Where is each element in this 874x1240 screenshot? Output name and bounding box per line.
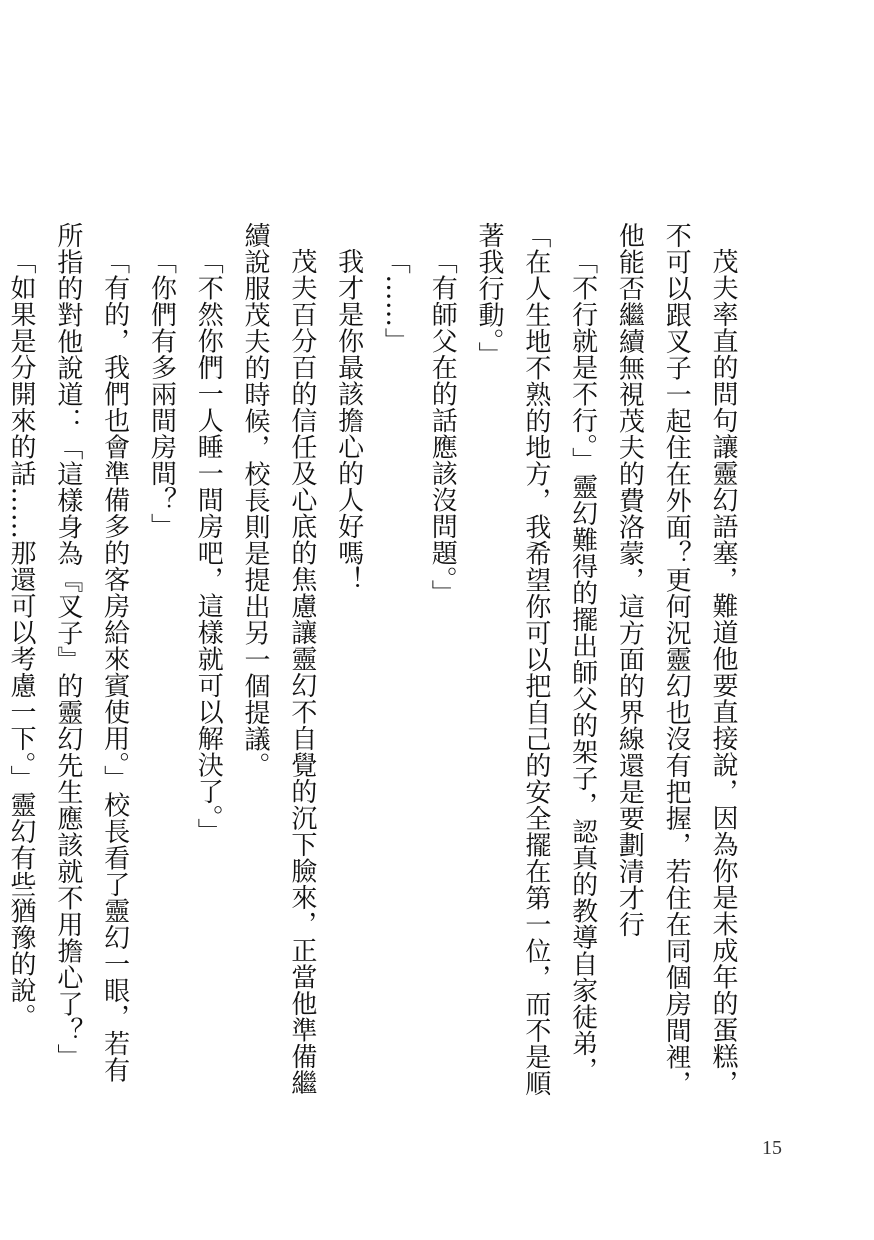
page-number: 15	[762, 1137, 782, 1159]
paragraph: 「如果是分開來的話……那還可以考慮一下。」靈幻有些猶豫的說。	[6, 248, 37, 1030]
paragraph: 「你們有多兩間房間？」	[146, 248, 177, 540]
paragraph: 「不行就是不行。」靈幻難得的擺出師父的架子，認真的教導自家徒弟，「在人生地不熟的地方，我希望你可以把自己的安全擺在第一位，而不是順著我行動。」	[474, 222, 598, 1097]
body-text	[6, 222, 746, 1102]
paragraph: 「有的，我們也會準備多的客房給來賓使用。」校長看了靈幻一眼，若有所指的對他說道：「這樣身為『叉子』的靈幻先生應該就不用擔心了？」	[52, 222, 130, 1083]
paragraph: 我才是你最該擔心的人好嗎！	[333, 248, 364, 593]
paragraph: 「有師父在的話應該沒問題。」	[427, 248, 458, 606]
paragraph: 「……」	[380, 248, 411, 354]
paragraph: 「不然你們一人睡一間房吧，這樣就可以解決了。」	[193, 248, 224, 845]
paragraph: 茂夫率直的問句讓靈幻語塞，難道他要直接說，因為你是未成年的蛋糕，不可以跟叉子一起住在外面？更何況靈幻也沒有把握，若住在同個房間裡，他能否繼續無視茂夫的費洛蒙，這方面的界線還是要劃清才行	[614, 222, 738, 1097]
paragraph: 茂夫百分百的信任及心底的焦慮讓靈幻不自覺的沉下臉來，正當他準備繼續說服茂夫的時候，校長則是提出另一個提議。	[240, 222, 317, 1096]
